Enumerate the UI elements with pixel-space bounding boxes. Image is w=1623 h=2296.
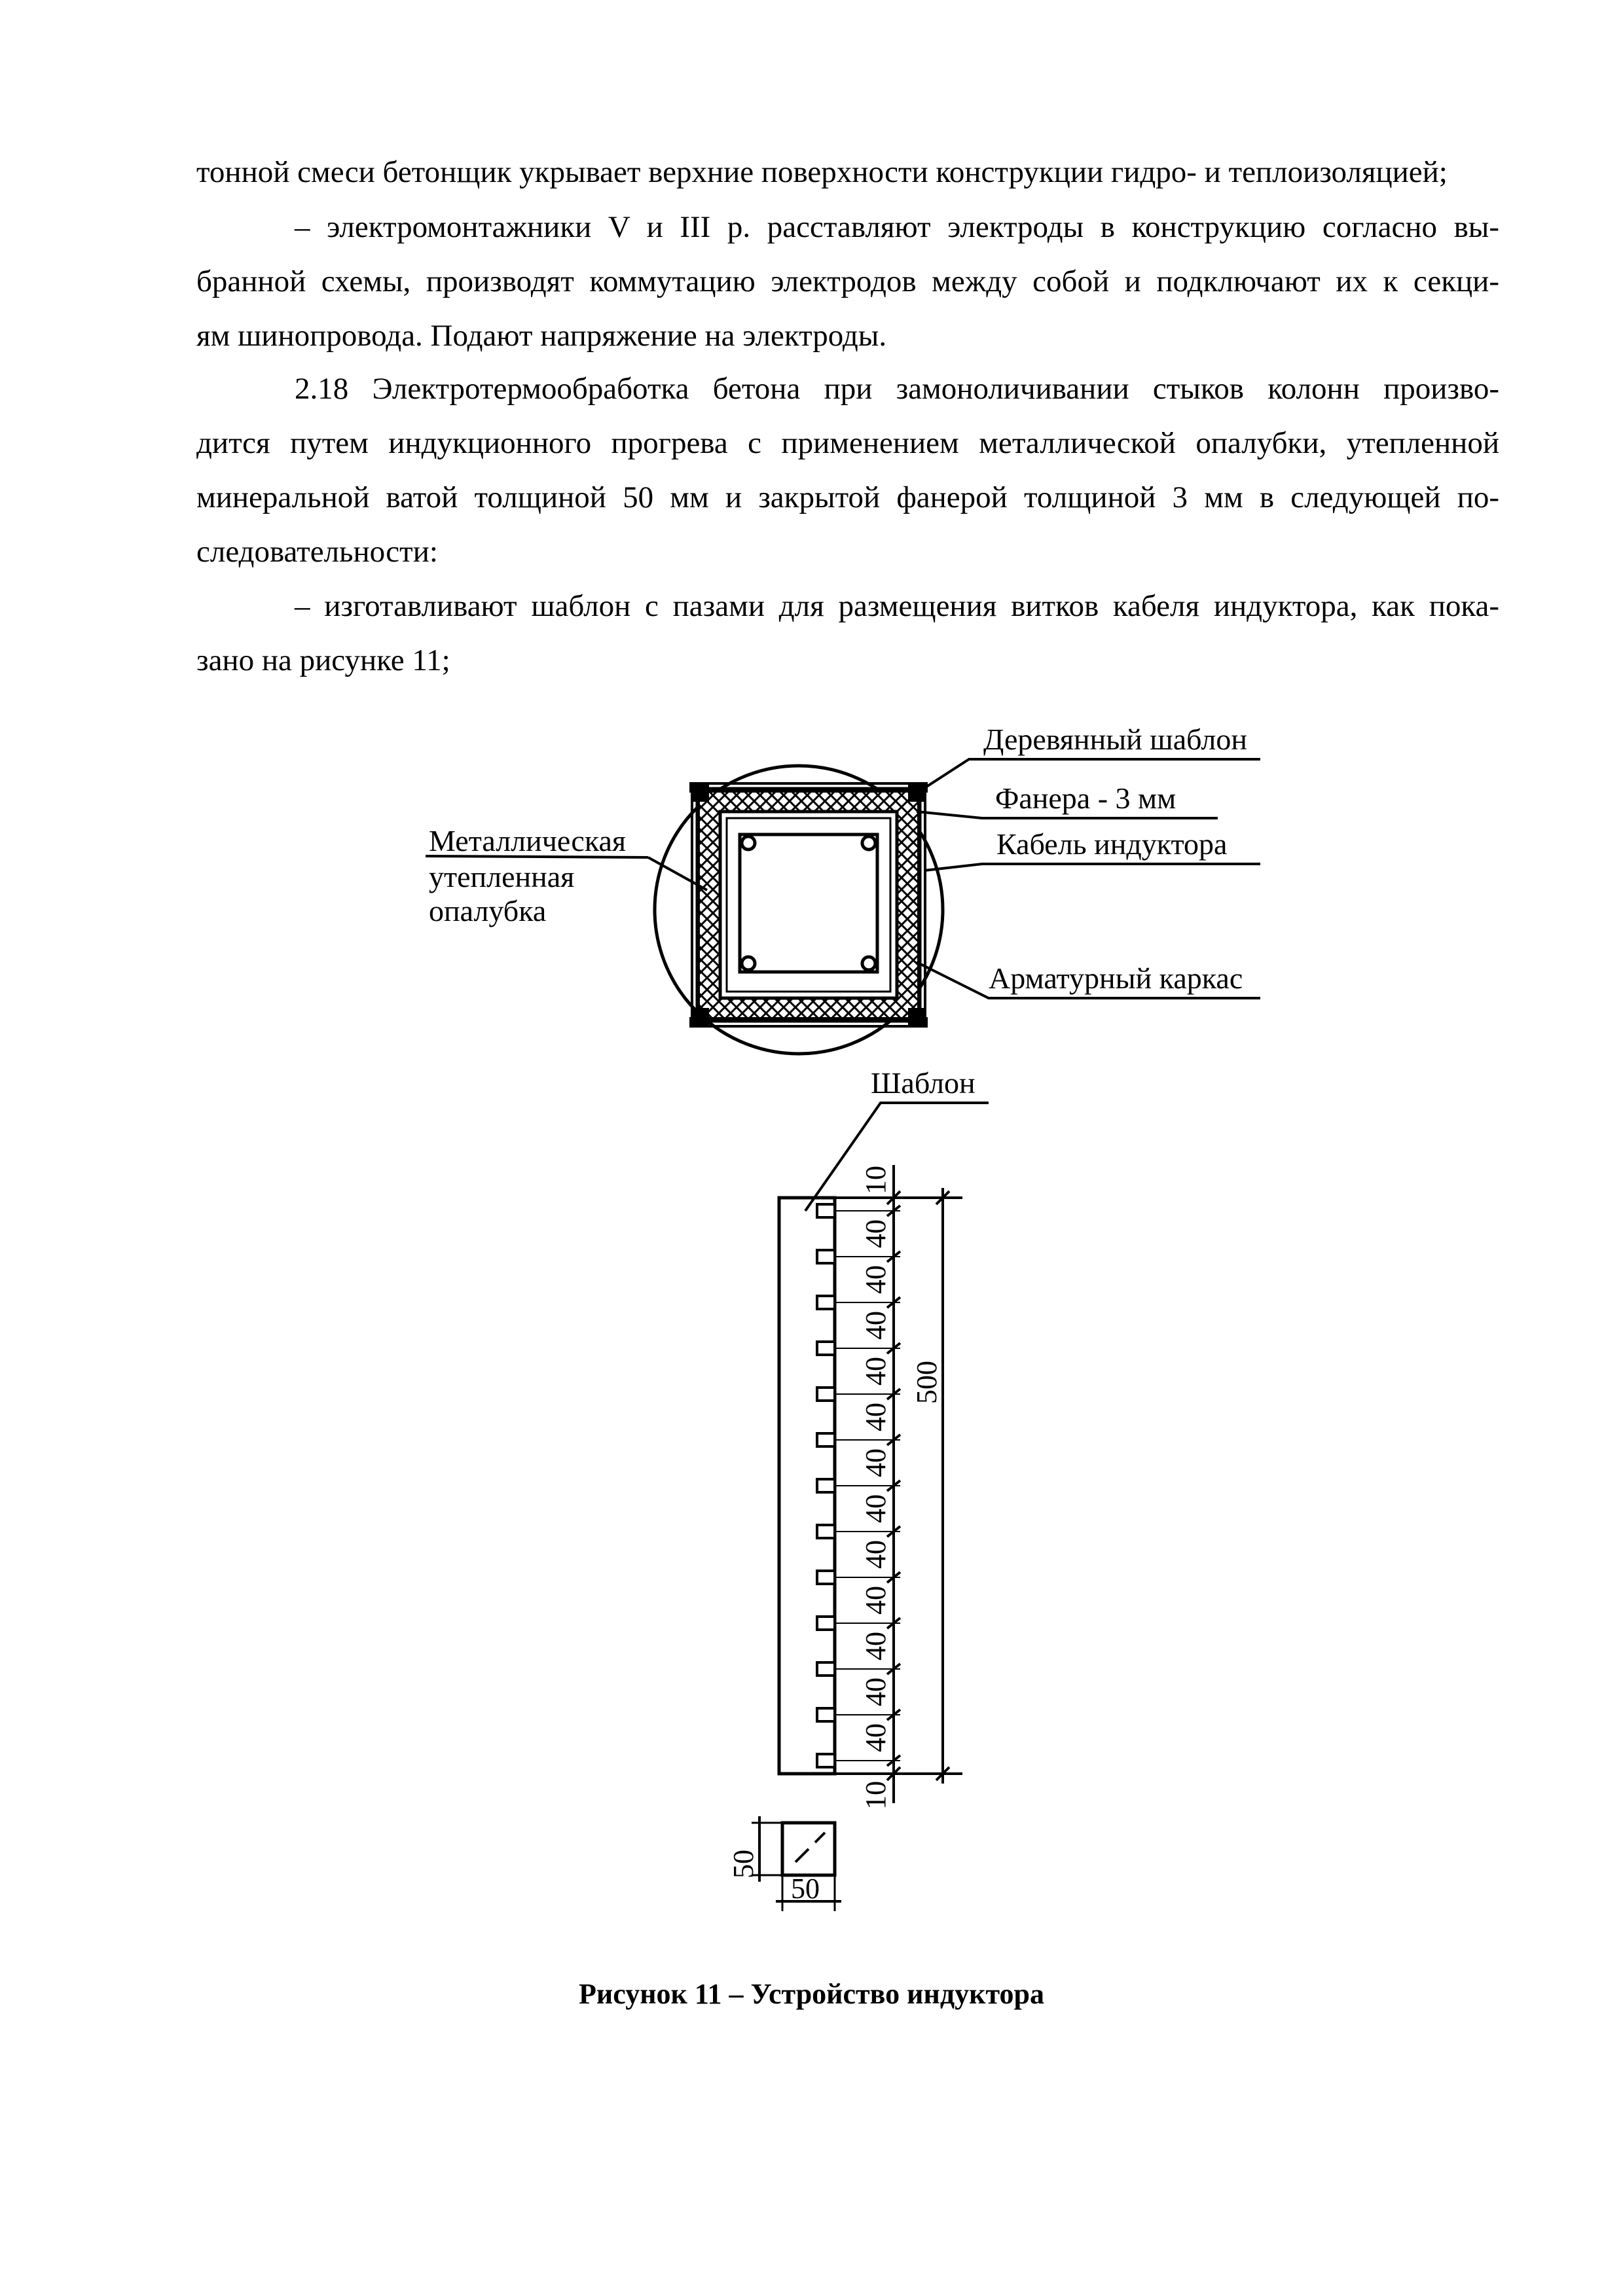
dim-section-width: 50 (791, 1873, 820, 1905)
text-line: тонной смеси бетонщик укрывает верхние поверхности конструкции гидро- и теплоизоляцией; (196, 155, 1448, 189)
dim-section-height: 50 (727, 1850, 759, 1878)
label-inductor-cable: Кабель индуктора (996, 827, 1228, 861)
label-plywood: Фанера - 3 мм (995, 781, 1176, 815)
label-metal-formwork-2: утепленная (429, 860, 575, 893)
dim-top-gap: 10 (860, 1166, 892, 1194)
text-line: дится путем индукционного прогрева с применением металлической опалубки, утепленной (196, 426, 1499, 460)
template-slot (817, 1204, 835, 1217)
label-metal-formwork-3: опалубка (429, 894, 547, 927)
template-slot (817, 1433, 835, 1446)
template-slot (817, 1708, 835, 1721)
label-template: Шаблон (871, 1066, 976, 1100)
template-slot (817, 1250, 835, 1263)
template-slot (817, 1617, 835, 1630)
dim-pitch: 40 (860, 1311, 892, 1340)
label-wooden-template: Деревянный шаблон (983, 723, 1247, 756)
dim-pitch: 40 (860, 1586, 892, 1615)
text-line: – электромонтажники V и III р. расставляют электроды в конструкцию согласно вы- (295, 210, 1499, 244)
dim-bottom-gap: 10 (860, 1781, 892, 1810)
dim-pitch: 40 (860, 1219, 892, 1248)
label-metal-formwork-1: Металлическая (429, 824, 627, 857)
slot-section (727, 1816, 841, 1911)
dim-total: 500 (911, 1361, 943, 1404)
text-line: – изготавливают шаблон с пазами для размещения витков кабеля индуктора, как пока- (295, 589, 1499, 623)
text-line: бранной схемы, производят коммутацию электродов между собой и подключают их к секци- (196, 264, 1499, 298)
template-slot (817, 1754, 835, 1767)
figure-caption: Рисунок 11 – Устройство индуктора (579, 1978, 1044, 2010)
template-slot (817, 1296, 835, 1309)
dim-pitch: 40 (860, 1677, 892, 1706)
template-slot (817, 1571, 835, 1584)
text-line: следовательности: (196, 535, 438, 569)
dim-pitch: 40 (860, 1357, 892, 1386)
label-rebar-cage: Арматурный каркас (989, 961, 1243, 995)
dim-pitch: 40 (860, 1448, 892, 1477)
dim-pitch: 40 (860, 1540, 892, 1569)
template-slot (817, 1662, 835, 1676)
dim-pitch: 40 (860, 1265, 892, 1294)
template-slots (817, 1204, 835, 1767)
text-line: ям шинопровода. Подают напряжение на электроды. (196, 319, 887, 353)
column-cross-section (655, 766, 943, 1054)
template-slot (817, 1525, 835, 1538)
template-elevation (779, 1066, 989, 1810)
dimension-ticks (835, 1191, 949, 1780)
dim-pitch: 40 (860, 1494, 892, 1523)
template-slot (817, 1388, 835, 1401)
dim-pitch: 40 (860, 1723, 892, 1752)
template-slot (817, 1479, 835, 1492)
text-line: минеральной ватой толщиной 50 мм и закрытой фанерой толщиной 3 мм в следующей по- (196, 480, 1499, 514)
text-line: зано на рисунке 11; (196, 643, 450, 677)
text-line: 2.18 Электротермообработка бетона при замоноличивании стыков колонн произво- (295, 372, 1499, 406)
dim-pitch: 40 (860, 1403, 892, 1431)
template-slot (817, 1342, 835, 1355)
dim-pitch: 40 (860, 1632, 892, 1660)
